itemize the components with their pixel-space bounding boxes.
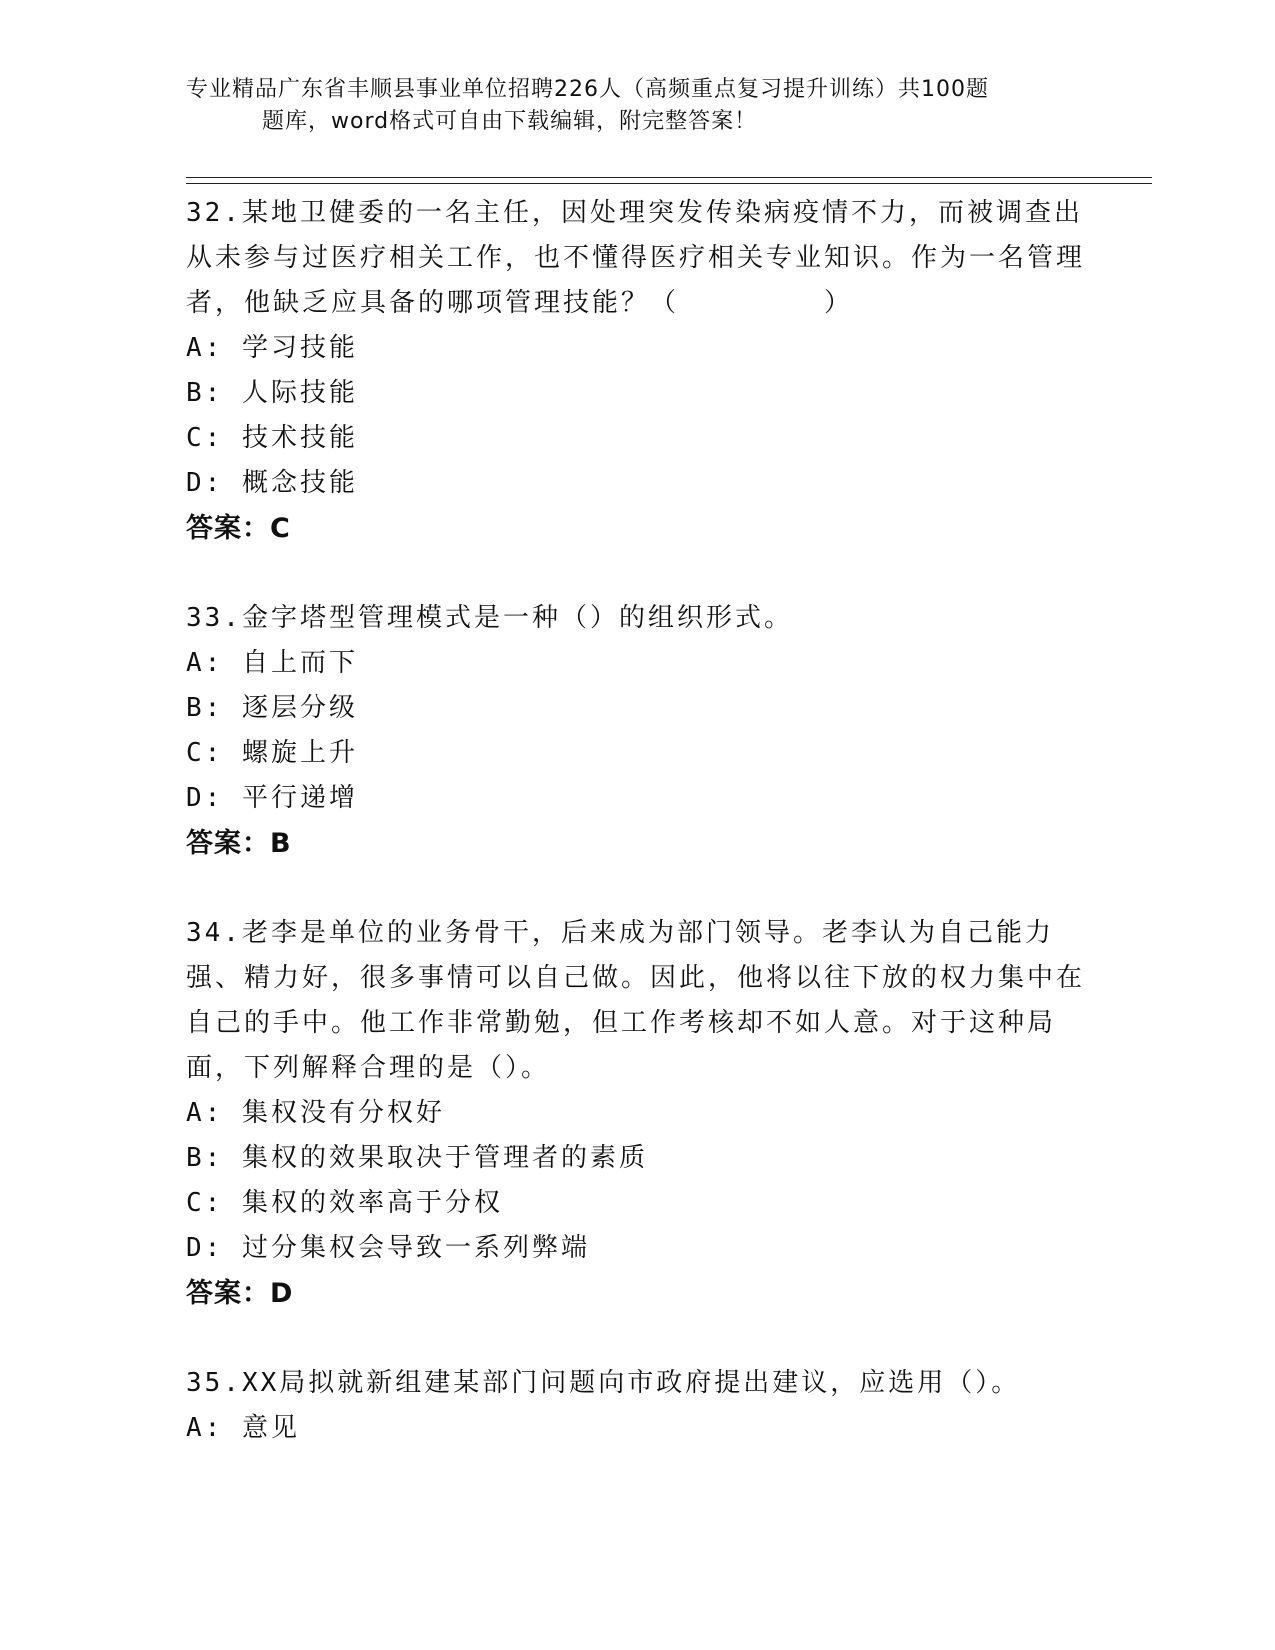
question-34 xyxy=(186,911,1086,1316)
question-32 xyxy=(186,191,1086,551)
option-b: B: 人际技能 xyxy=(186,378,358,408)
question-35 xyxy=(186,1361,1086,1451)
option-d: D: 过分集权会导致一系列弊端 xyxy=(186,1233,590,1263)
question-list xyxy=(186,191,1086,1451)
question-stem: 34.老李是单位的业务骨干，后来成为部门领导。老李认为自己能力强、精力好，很多事情可以自己做。因此，他将以往下放的权力集中在自己的手中。他工作非常勤勉，但工作考核却不如人意。对于这种局面，下列解释合理的是（）。 xyxy=(186,918,1086,1083)
option-a: A: 学习技能 xyxy=(186,333,358,363)
question-stem: 35.XX局拟就新组建某部门问题向市政府提出建议，应选用（）。 xyxy=(186,1368,1021,1398)
option-c: C: 技术技能 xyxy=(186,423,358,453)
answer: 答案：B xyxy=(186,828,292,859)
answer: 答案：C xyxy=(186,513,291,544)
document-header xyxy=(186,74,1066,138)
header-divider-top xyxy=(186,177,1152,178)
header-title-line2: 题库，word格式可自由下载编辑，附完整答案！ xyxy=(262,109,758,134)
header-title-line1: 专业精品广东省丰顺县事业单位招聘226人（高频重点复习提升训练）共100题 xyxy=(186,77,989,102)
question-stem: 32.某地卫健委的一名主任，因处理突发传染病疫情不力，而被调查出从未参与过医疗相关工作，也不懂得医疗相关专业知识。作为一名管理者，他缺乏应具备的哪项管理技能？（ ） xyxy=(186,198,1086,318)
option-d: D: 平行递增 xyxy=(186,783,358,813)
option-b: B: 集权的效果取决于管理者的素质 xyxy=(186,1143,648,1173)
option-b: B: 逐层分级 xyxy=(186,693,358,723)
option-a: A: 集权没有分权好 xyxy=(186,1098,445,1128)
question-33 xyxy=(186,596,1086,866)
option-a: A: 意见 xyxy=(186,1413,300,1443)
answer: 答案：D xyxy=(186,1278,294,1309)
option-c: C: 集权的效率高于分权 xyxy=(186,1188,503,1218)
option-a: A: 自上而下 xyxy=(186,648,358,678)
option-c: C: 螺旋上升 xyxy=(186,738,358,768)
option-d: D: 概念技能 xyxy=(186,468,358,498)
header-divider-bottom xyxy=(186,183,1152,184)
question-stem: 33.金字塔型管理模式是一种（）的组织形式。 xyxy=(186,603,793,633)
